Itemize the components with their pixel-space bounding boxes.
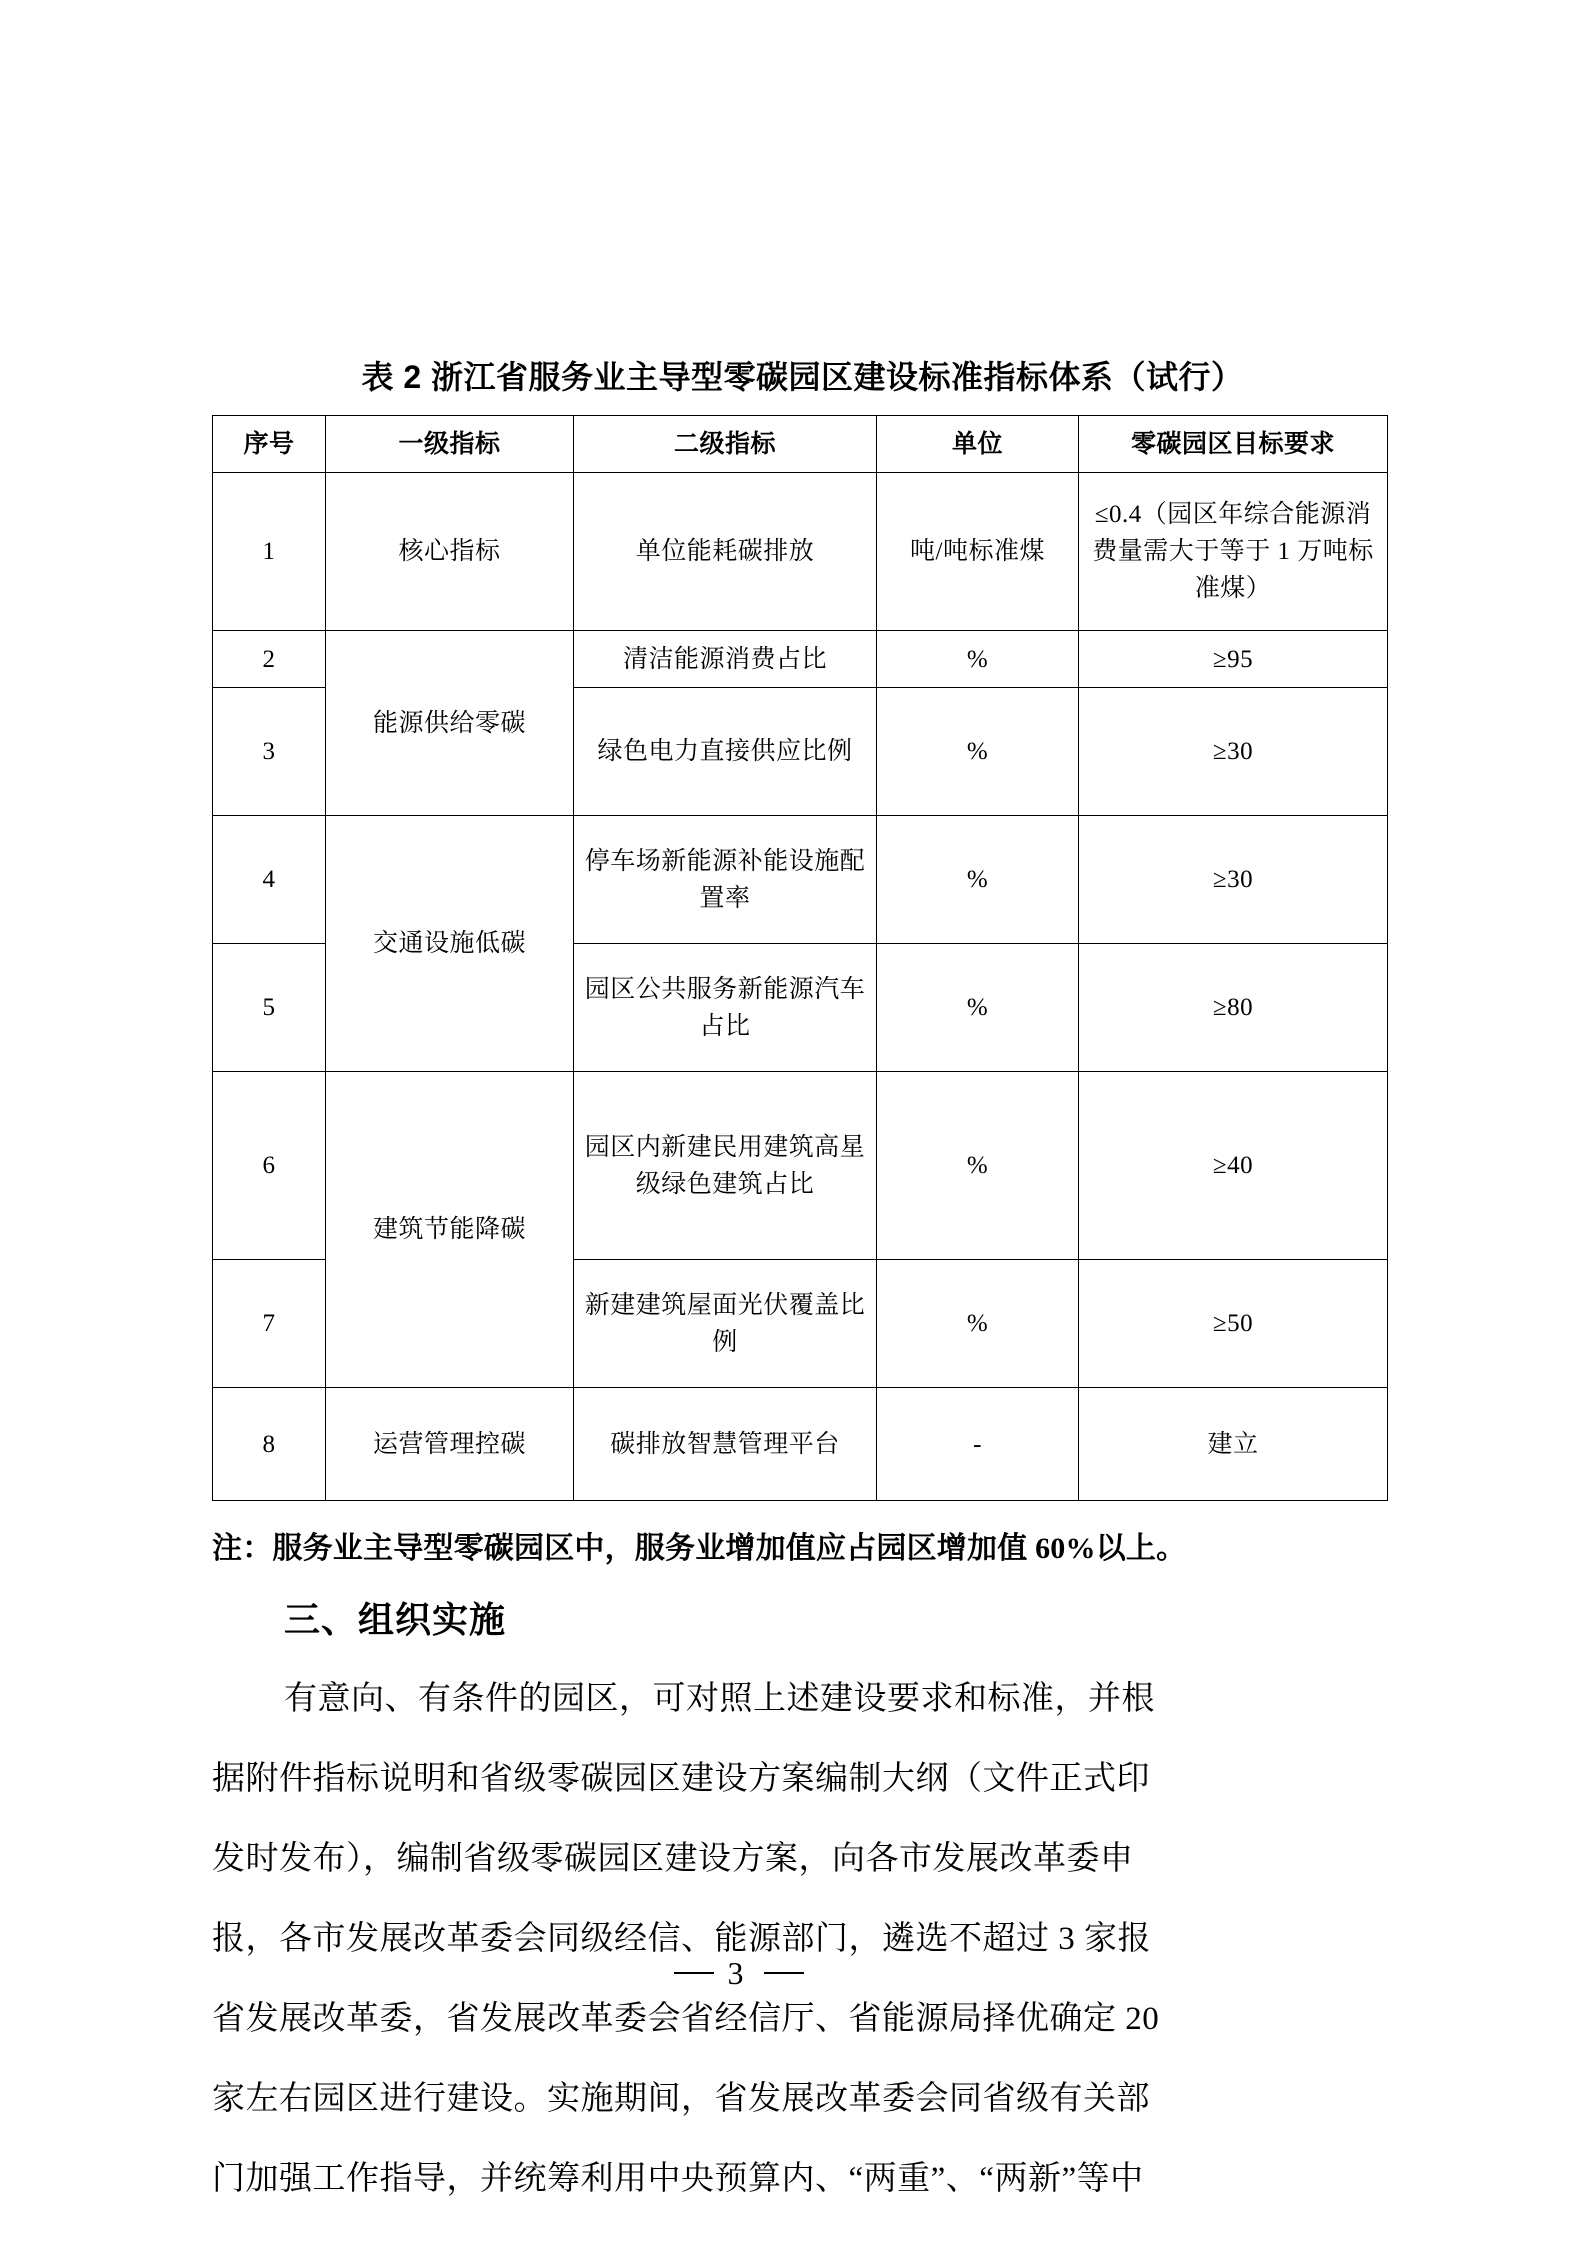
cell-req-4: ≥30	[1079, 816, 1388, 944]
cell-unit-7: %	[877, 1260, 1079, 1388]
page-number-dash-right	[764, 1972, 804, 1974]
cell-sub-8: 碳排放智慧管理平台	[574, 1388, 877, 1501]
cell-sub-6: 园区内新建民用建筑高星级绿色建筑占比	[574, 1072, 877, 1260]
column-header-requirement: 零碳园区目标要求	[1079, 416, 1388, 473]
cell-req-2: ≥95	[1079, 631, 1388, 688]
cell-category-transport: 交通设施低碳	[326, 816, 574, 1072]
paragraph-line: 发时发布），编制省级零碳园区建设方案，向各市发展改革委申	[212, 1841, 1134, 1877]
cell-no-8: 8	[213, 1388, 326, 1501]
table-header-row	[213, 416, 1388, 473]
cell-unit-4: %	[877, 816, 1079, 944]
column-header-category: 一级指标	[326, 416, 574, 473]
table-row	[213, 1072, 1388, 1260]
paragraph-line: 省发展改革委，省发展改革委会省经信厅、省能源局择优确定 20	[212, 2001, 1160, 2037]
table-note: 注：服务业主导型零碳园区中，服务业增加值应占园区增加值 60%以上。	[212, 1532, 1187, 1565]
cell-no-4: 4	[213, 816, 326, 944]
table-title: 表 2 浙江省服务业主导型零碳园区建设标准指标体系（试行）	[361, 359, 1244, 395]
cell-category-core: 核心指标	[326, 473, 574, 631]
cell-no-5: 5	[213, 944, 326, 1072]
table-header	[213, 416, 1388, 473]
cell-req-7: ≥50	[1079, 1260, 1388, 1388]
column-header-unit: 单位	[877, 416, 1079, 473]
cell-unit-2: %	[877, 631, 1079, 688]
paragraph-line: 有意向、有条件的园区，可对照上述建设要求和标准，并根	[284, 1681, 1155, 1717]
cell-unit-6: %	[877, 1072, 1079, 1260]
page-number-value: 3	[727, 1955, 750, 1991]
page-content	[212, 355, 1387, 2219]
cell-sub-3: 绿色电力直接供应比例	[574, 688, 877, 816]
body-paragraph	[212, 1659, 1387, 2219]
paragraph-line: 门加强工作指导，并统筹利用中央预算内、“两重”、“两新”等中	[212, 2161, 1144, 2197]
cell-sub-5: 园区公共服务新能源汽车占比	[574, 944, 877, 1072]
table-row	[213, 816, 1388, 944]
column-header-no: 序号	[213, 416, 326, 473]
page-number-dash-left	[674, 1972, 714, 1974]
cell-unit-8: -	[877, 1388, 1079, 1501]
paragraph-line: 报，各市发展改革委会同级经信、能源部门，遴选不超过 3 家报	[212, 1921, 1151, 1957]
table-row	[213, 1388, 1388, 1501]
paragraph-line: 据附件指标说明和省级零碳园区建设方案编制大纲（文件正式印	[212, 1761, 1150, 1797]
paragraph-line: 家左右园区进行建设。实施期间，省发展改革委会同省级有关部	[212, 2081, 1150, 2117]
cell-sub-4: 停车场新能源补能设施配置率	[574, 816, 877, 944]
table-row	[213, 473, 1388, 631]
cell-unit-1: 吨/吨标准煤	[877, 473, 1079, 631]
indicator-table	[212, 415, 1388, 1501]
cell-sub-7: 新建建筑屋面光伏覆盖比例	[574, 1260, 877, 1388]
cell-req-6: ≥40	[1079, 1072, 1388, 1260]
cell-no-7: 7	[213, 1260, 326, 1388]
cell-sub-1: 单位能耗碳排放	[574, 473, 877, 631]
table-row	[213, 631, 1388, 688]
cell-no-2: 2	[213, 631, 326, 688]
cell-category-energy: 能源供给零碳	[326, 631, 574, 816]
section-heading: 三、组织实施	[284, 1599, 507, 1640]
cell-req-1: ≤0.4（园区年综合能源消费量需大于等于 1 万吨标准煤）	[1079, 473, 1388, 631]
column-header-sub: 二级指标	[574, 416, 877, 473]
cell-unit-5: %	[877, 944, 1079, 1072]
table-body	[213, 473, 1388, 1501]
cell-category-operation: 运营管理控碳	[326, 1388, 574, 1501]
cell-req-5: ≥80	[1079, 944, 1388, 1072]
cell-sub-2: 清洁能源消费占比	[574, 631, 877, 688]
cell-req-8: 建立	[1079, 1388, 1388, 1501]
cell-req-3: ≥30	[1079, 688, 1388, 816]
cell-no-6: 6	[213, 1072, 326, 1260]
cell-category-building: 建筑节能降碳	[326, 1072, 574, 1388]
cell-no-3: 3	[213, 688, 326, 816]
cell-no-1: 1	[213, 473, 326, 631]
cell-unit-3: %	[877, 688, 1079, 816]
page-number	[0, 1955, 1587, 1992]
